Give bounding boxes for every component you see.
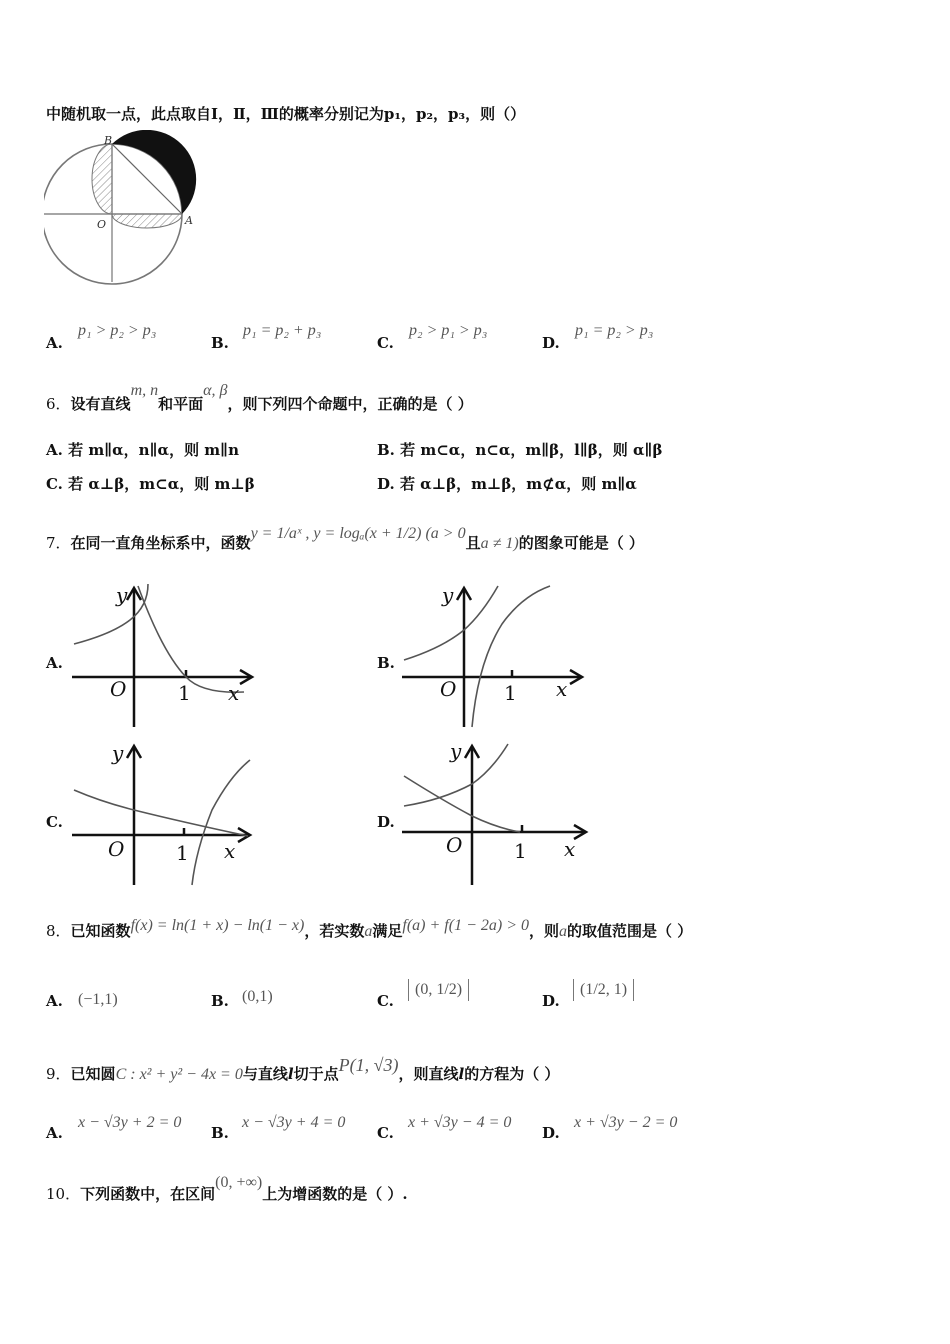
q8-option-a-letter: A.: [46, 992, 63, 1010]
q6-number: 6．: [46, 395, 71, 413]
q6-stem: 6．设有直线m, n和平面α, β，则下列四个命题中，正确的是（ ）: [46, 382, 473, 413]
label-b: B: [104, 134, 113, 147]
label-y: y: [112, 741, 124, 765]
q8-option-d-expr: (1/2, 1): [573, 979, 634, 1001]
label-x: x: [228, 681, 240, 705]
q7-option-b-letter: B.: [377, 654, 395, 672]
label-o: O: [446, 833, 463, 857]
q6-vars-lines: m, n: [130, 382, 159, 399]
q5-stem: 中随机取一点，此点取自Ⅰ，Ⅱ，Ⅲ的概率分别记为p₁，p₂，p₃，则（）: [46, 105, 526, 123]
q7-graph-a: [72, 582, 262, 736]
q7-option-a-letter: A.: [46, 654, 63, 672]
q7-graph-b: [402, 582, 592, 736]
q6-vars-planes: α, β: [203, 382, 228, 399]
label-a: A: [185, 214, 193, 227]
q9-option-c-letter: C.: [377, 1124, 394, 1142]
q7-formula: y = 1/aˣ , y = logₐ(x + 1/2) (a > 0: [250, 525, 466, 542]
curve-log: [404, 776, 520, 832]
q5-option-d-letter: D.: [542, 334, 560, 352]
q5-option-a-letter: A.: [46, 334, 63, 352]
q9-point: P(1, √3): [338, 1055, 399, 1075]
q6-option-c: C. 若 α⊥β，m⊂α，则 m⊥β: [46, 475, 255, 493]
q6-option-d: D. 若 α⊥β，m⊥β，m⊄α，则 m∥α: [377, 475, 637, 493]
q8-option-c-expr: (0, 1/2): [408, 979, 469, 1001]
hatched-region-bottom: [112, 214, 182, 228]
black-lune: [112, 130, 196, 214]
q10-stem: 10．下列函数中，在区间(0, +∞)上为增函数的是（ ）.: [46, 1174, 408, 1203]
q7-graph-c: [72, 740, 262, 894]
q9-option-b-expr: x − √3y + 4 = 0: [242, 1114, 346, 1131]
q6-option-a: A. 若 m∥α，n∥α，则 m∥n: [46, 441, 240, 459]
q7-option-c-letter: C.: [46, 813, 63, 831]
q8-stem: 8．已知函数f(x) = ln(1 + x) − ln(1 − x)，若实数a满足f(a) + f(1 − 2a) > 0，则a的取值范围是（ ）: [46, 917, 693, 940]
q8-option-b-expr: (0,1): [242, 988, 273, 1005]
q5-option-c-letter: C.: [377, 334, 394, 352]
q5-option-b-expr: p₁ = p₂ + p₃: [243, 322, 322, 339]
q9-option-a-letter: A.: [46, 1124, 63, 1142]
label-x: x: [564, 837, 576, 861]
q8-option-d-letter: D.: [542, 992, 560, 1010]
q9-option-c-expr: x + √3y − 4 = 0: [408, 1114, 512, 1131]
q5-figure: [44, 130, 204, 294]
label-y: y: [116, 583, 128, 607]
q9-option-d-expr: x + √3y − 2 = 0: [574, 1114, 678, 1131]
q9-option-a-expr: x − √3y + 2 = 0: [78, 1114, 182, 1131]
q9-stem: 9．已知圆C : x² + y² − 4x = 0与直线l切于点P(1, √3)，则直线l的方程为（ ）: [46, 1055, 560, 1083]
label-one: 1: [504, 681, 517, 705]
q5-option-d-expr: p₁ = p₂ > p₃: [575, 322, 654, 339]
label-o: O: [108, 837, 125, 861]
label-y: y: [450, 740, 462, 763]
curve-log: [192, 760, 250, 885]
q9-option-b-letter: B.: [211, 1124, 229, 1142]
label-o: O: [440, 677, 457, 701]
circle-figure: [44, 130, 204, 290]
label-one: 1: [178, 681, 191, 705]
q8-option-c-letter: C.: [377, 992, 394, 1010]
label-x: x: [556, 677, 568, 701]
label-y: y: [442, 583, 454, 607]
label-one: 1: [514, 839, 527, 863]
label-x: x: [224, 839, 236, 863]
q7-option-d-letter: D.: [377, 813, 395, 831]
q7-graph-d: [402, 740, 592, 894]
label-o: O: [110, 677, 127, 701]
q9-option-d-letter: D.: [542, 1124, 560, 1142]
q8-func: f(x) = ln(1 + x) − ln(1 − x): [130, 917, 305, 934]
q8-option-b-letter: B.: [211, 992, 229, 1010]
q8-condition: f(a) + f(1 − 2a) > 0: [402, 917, 529, 934]
q5-option-c-expr: p₂ > p₁ > p₃: [409, 322, 488, 339]
label-one: 1: [176, 841, 189, 865]
q8-var-a: a: [364, 923, 373, 940]
q9-line-l: l: [287, 1065, 294, 1083]
q5-option-a-expr: p₁ > p₂ > p₃: [78, 322, 157, 339]
label-o: O: [97, 218, 107, 231]
q7-condition: a ≠ 1): [480, 535, 519, 552]
hatched-region-left: [92, 144, 112, 214]
q7-stem: 7．在同一直角坐标系中，函数y = 1/aˣ , y = logₐ(x + 1/2) (a > 0且a ≠ 1)的图象可能是（ ）: [46, 525, 644, 552]
q5-option-b-letter: B.: [211, 334, 229, 352]
q10-interval: (0, +∞): [215, 1174, 263, 1191]
q6-option-b: B. 若 m⊂α，n⊂α，m∥β，l∥β，则 α∥β: [377, 441, 663, 459]
curve-exp: [74, 790, 248, 836]
q8-option-a-expr: (−1,1): [78, 991, 118, 1008]
q9-circle: C : x² + y² − 4x = 0: [115, 1066, 243, 1083]
